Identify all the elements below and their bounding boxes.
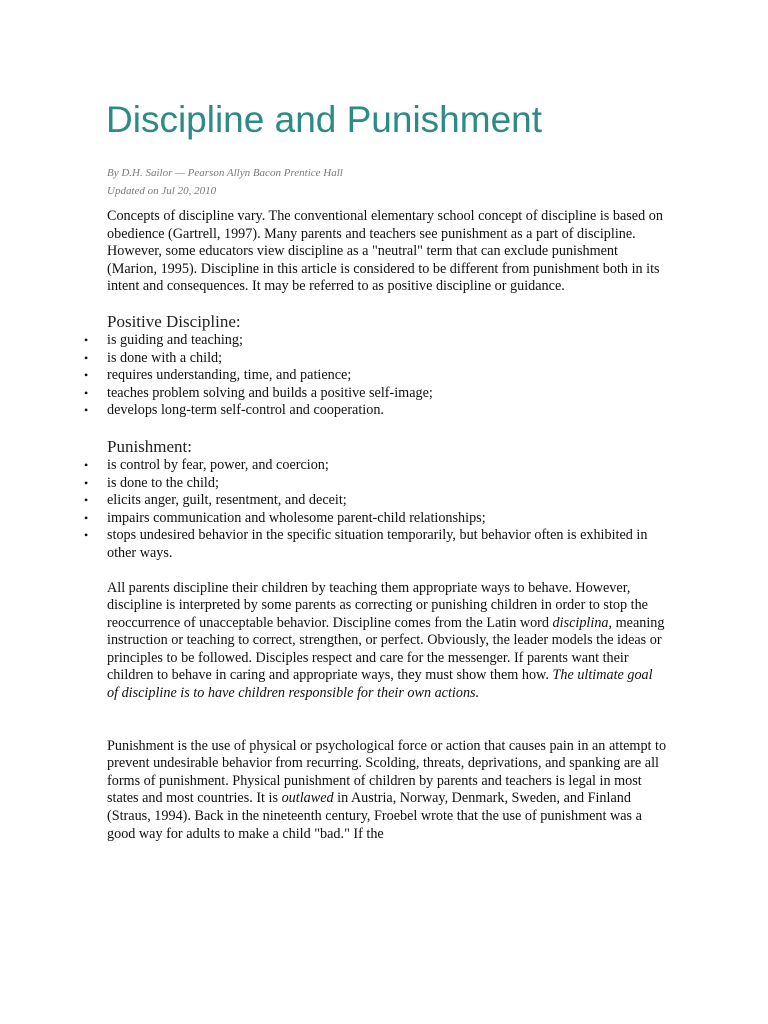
discipline-paragraph <box>107 580 667 703</box>
list-item-text: develops long-term self-control and cooperation. <box>107 402 384 419</box>
list-item-text: teaches problem solving and builds a positive self-image; <box>107 384 433 401</box>
bullet-icon: • <box>84 332 89 347</box>
article-body <box>84 208 667 843</box>
list-item-text: is done with a child; <box>107 349 223 366</box>
list-item <box>84 527 667 562</box>
article-title: Discipline and Punishment <box>106 99 543 140</box>
positive-discipline-heading: Positive Discipline: <box>107 311 241 331</box>
emphasis-text: disciplina <box>552 614 609 631</box>
list-item-text: requires understanding, time, and patience; <box>107 367 352 384</box>
bullet-icon: • <box>84 457 89 472</box>
bullet-icon: • <box>84 385 89 400</box>
list-item-text: elicits anger, guilt, resentment, and deceit; <box>107 492 347 509</box>
paragraph-text: in Austria, Norway, Denmark, Sweden, and Finland (Straus, 1994). Back in the nineteenth century, Froebel wrote that the use of punishment was a good way for adults to make a child "bad." If the <box>107 790 642 842</box>
list-item-text: is done to the child; <box>107 474 219 491</box>
list-item-text: is guiding and teaching; <box>107 331 243 348</box>
list-item <box>84 402 667 420</box>
punishment-heading: Punishment: <box>107 436 193 456</box>
list-item <box>84 367 667 385</box>
bullet-icon: • <box>84 403 89 418</box>
paragraph-text: , meaning instruction or teaching to correct, strengthen, or perfect. Obviously, the leader models the ideas or principles to be followed. Disciples respect and care for the messenger. If parents want their children to behave in caring and appropriate ways, they must show them how. <box>107 614 665 684</box>
list-item-text: stops undesired behavior in the specific situation temporarily, but behavior often is exhibited in other ways. <box>107 527 648 561</box>
list-item <box>84 331 667 350</box>
article-updated-date: Updated on Jul 20, 2010 <box>107 185 217 197</box>
paragraph-text: All parents discipline their children by teaching them appropriate ways to behave. However, discipline is interpreted by some parents as correcting or punishing children in order to stop the reoccurrence of unacceptable behavior. Discipline comes from the Latin word <box>107 579 648 631</box>
bullet-icon: • <box>84 350 89 365</box>
list-item <box>84 349 667 368</box>
list-item-text: is control by fear, power, and coercion; <box>107 456 329 473</box>
emphasis-text: The ultimate goal of discipline is to have children responsible for their own actions. <box>107 667 653 702</box>
bullet-icon: • <box>84 528 89 543</box>
bullet-icon: • <box>84 368 89 383</box>
list-item <box>84 492 667 510</box>
article-byline: By D.H. Sailor — Pearson Allyn Bacon Prentice Hall <box>107 167 343 179</box>
list-item <box>84 456 667 475</box>
list-item <box>84 384 667 403</box>
list-item <box>84 509 667 528</box>
punishment-paragraph <box>107 738 667 844</box>
paragraph-text: Punishment is the use of physical or psychological force or action that causes pain in an attempt to prevent undesirable behavior from recurring. Scolding, threats, deprivations, and spanking are all forms of punishment. Physical punishment of children by parents and teachers is legal in most states and most countries. It is <box>107 737 667 807</box>
bullet-icon: • <box>84 493 89 508</box>
positive-discipline-list <box>84 331 667 420</box>
bullet-icon: • <box>84 510 89 525</box>
emphasis-text: outlawed <box>281 790 334 807</box>
list-item <box>84 474 667 493</box>
list-item-text: impairs communication and wholesome parent-child relationships; <box>107 509 486 526</box>
bullet-icon: • <box>84 475 89 490</box>
intro-paragraph: Concepts of discipline vary. The conventional elementary school concept of discipline is based on obedience (Gartrell, 1997). Many parents and teachers see punishment as a part of discipline. However, some educators view discipline as a "neutral" term that can exclude punishment (Marion, 1995). Discipline in this article is considered to be different from punishment both in its intent and consequences. It may be referred to as positive discipline or guidance. <box>107 208 663 295</box>
punishment-list <box>84 456 667 563</box>
